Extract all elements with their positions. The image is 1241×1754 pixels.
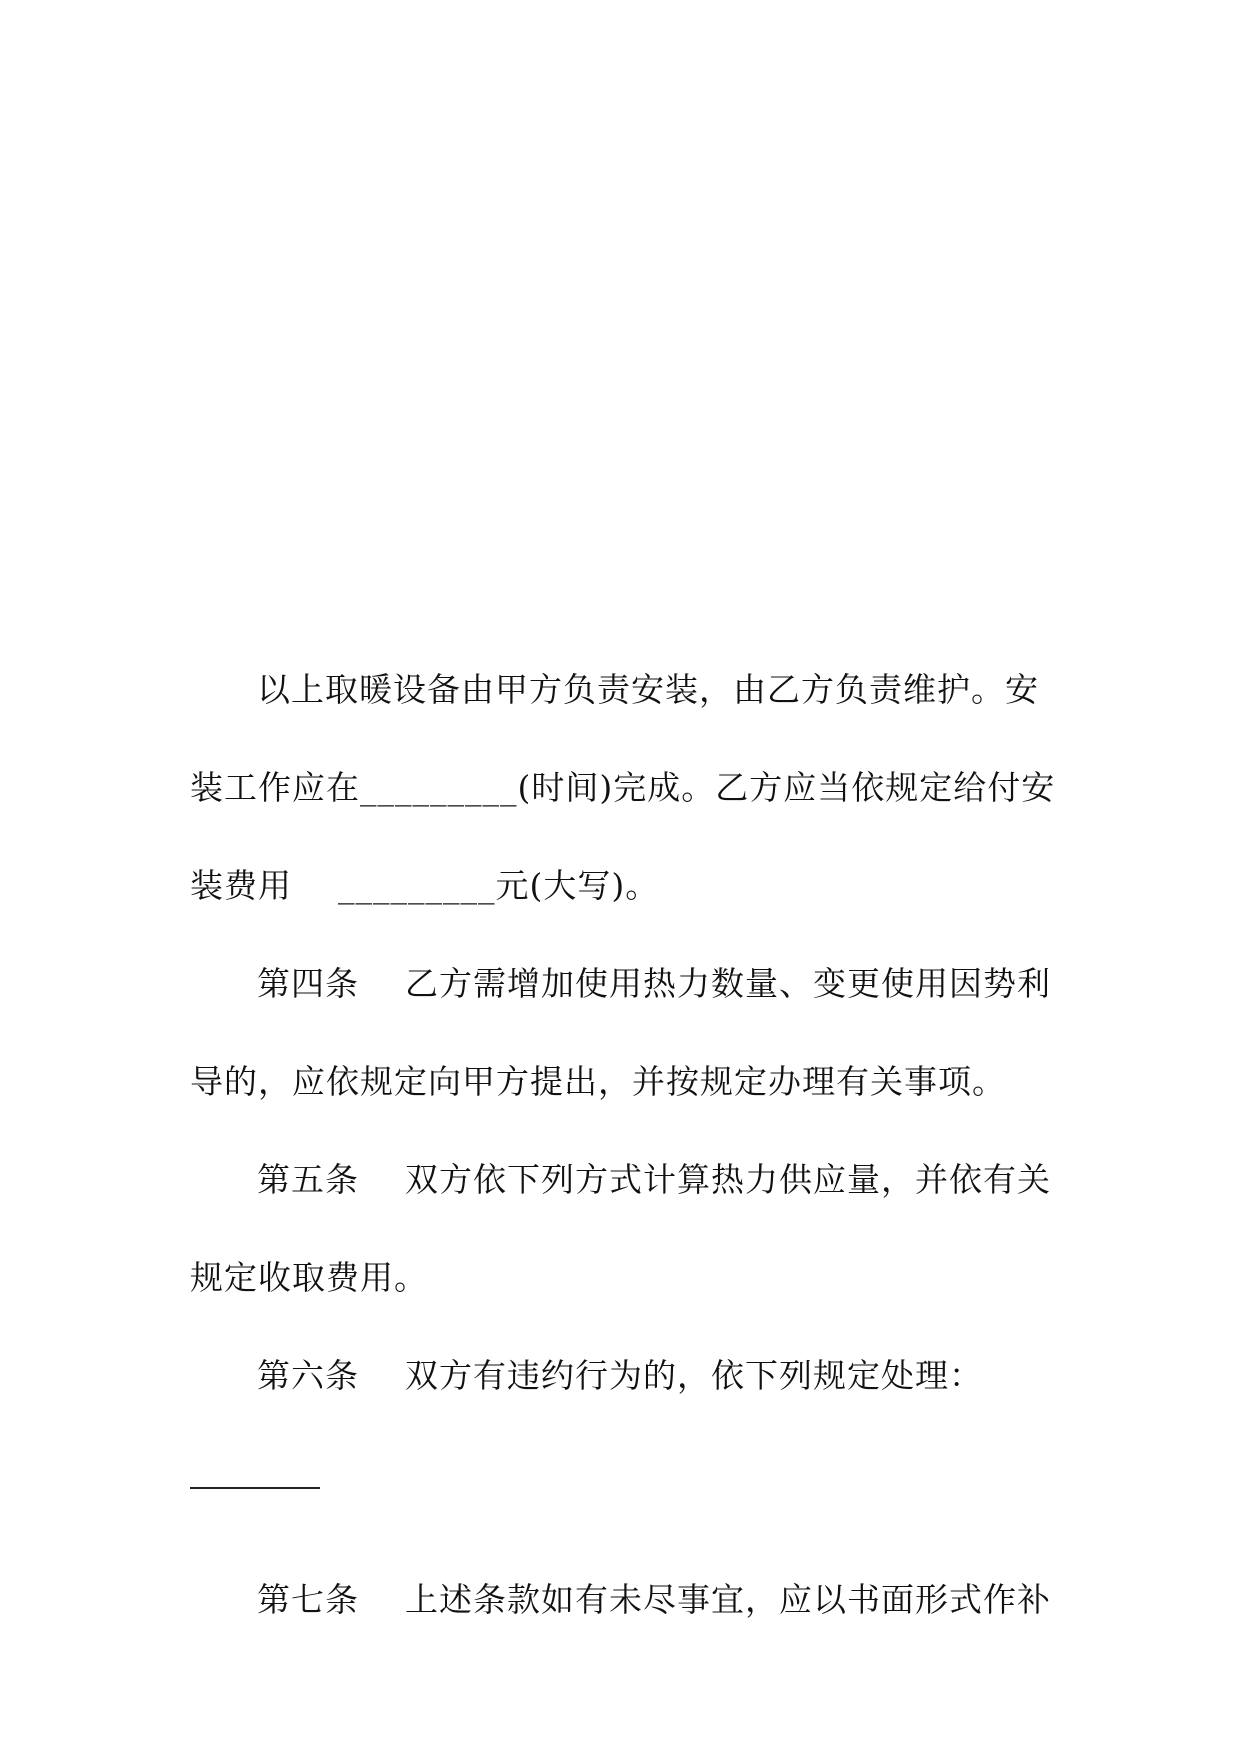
article-4-line-1: 第四条 乙方需增加使用热力数量、变更使用因势利: [257, 964, 1051, 1003]
article-4-line-2: 导的，应依规定向甲方提出，并按规定办理有关事项。: [190, 1062, 1006, 1101]
text-line-1: 以上取暖设备由甲方负责安装，由乙方负责维护。安: [257, 670, 1039, 709]
text-line-2: 装工作应在_________(时间)完成。乙方应当依规定给付安: [190, 768, 1056, 807]
article-6-line-1: 第六条 双方有违约行为的，依下列规定处理：: [257, 1356, 983, 1395]
article-7-line-1: 第七条 上述条款如有未尽事宜，应以书面形式作补: [257, 1580, 1051, 1619]
text-line-3: 装费用 _________元(大写)。: [190, 866, 660, 905]
article-5-line-1: 第五条 双方依下列方式计算热力供应量，并依有关: [257, 1160, 1051, 1199]
article-5-line-2: 规定收取费用。: [190, 1258, 428, 1297]
blank-fill-line: [190, 1487, 320, 1489]
